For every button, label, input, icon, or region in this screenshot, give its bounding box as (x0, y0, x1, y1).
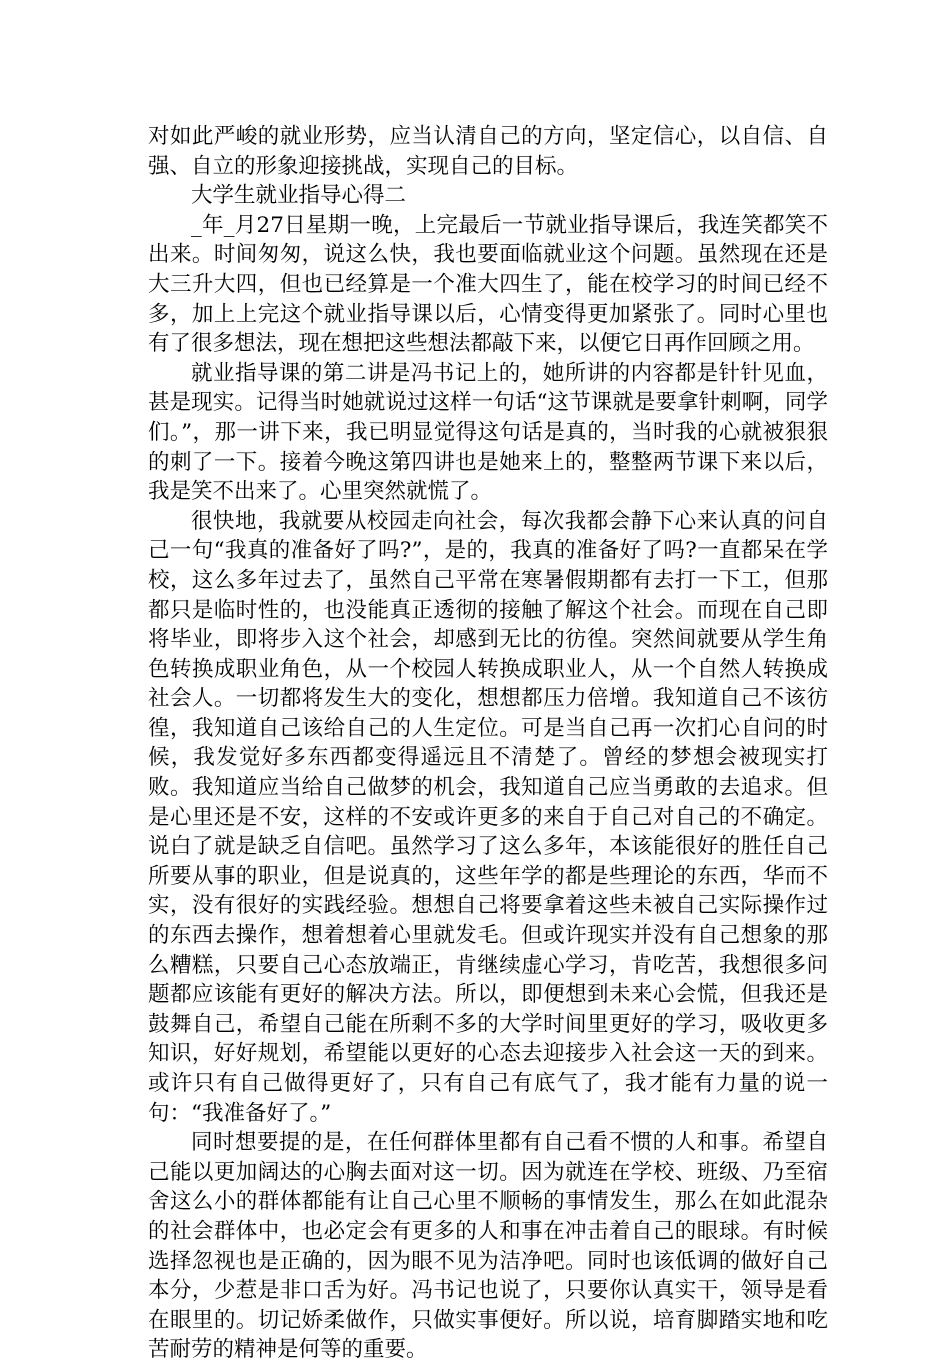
section-heading: 大学生就业指导心得二 (191, 183, 407, 209)
paragraph-continuation: 对如此严峻的就业形势，应当认清自己的方向，坚定信心，以自信、自强、自立的形象迎接挑战，实现自己的目标。 (148, 124, 828, 179)
document-body (148, 122, 828, 1365)
paragraph-transition-to-society: 很快地，我就要从校园走向社会，每次我都会静下心来认真的问自己一句“我真的准备好了吗?”，是的，我真的准备好了吗?一直都呆在学校，这么多年过去了，虽然自己平常在寒暑假期都有去打一下工，但那都只是临时性的，也没能真正透彻的接触了解这个社会。而现在自己即将毕业，即将步入这个社会，却感到无比的彷徨。突然间就要从学生角色转换成职业角色，从一个校园人转换成职业人，从一个自然人转换成社会人。一切都将发生大的变化，想想都压力倍增。我知道自己不该彷徨，我知道自己该给自己的人生定位。可是当自己再一次扪心自问的时候，我发觉好多东西都变得遥远且不清楚了。曾经的梦想会被现实打败。我知道应当给自己做梦的机会，我知道自己应当勇敢的去追求。但是心里还是不安，这样的不安或许更多的来自于自己对自己的不确定。说白了就是缺乏自信吧。虽然学习了这么多年，本该能很好的胜任自己所要从事的职业，但是说真的，这些年学的都是些理论的东西，华而不实，没有很好的实践经验。想想自己将要拿着这些未被自己实际操作过的东西去操作，想着想着心里就发毛。但或许现实并没有自己想象的那么糟糕，只要自己心态放端正，肯继续虚心学习，肯吃苦，我想很多问题都应该能有更好的解决方法。所以，即便想到未来心会慌，但我还是鼓舞自己，希望自己能在所剩不多的大学时间里更好的学习，吸收更多知识，好好规划，希望能以更好的心态去迎接步入社会这一天的到来。或许只有自己做得更好了，只有自己有底气了，我才能有力量的说一句：“我准备好了。” (148, 508, 828, 1126)
paragraph-second-lecture: 就业指导课的第二讲是冯书记上的，她所讲的内容都是针针见血，甚是现实。记得当时她就说过这样一句话“这节课就是要拿针刺啊，同学们。”，那一讲下来，我已明显觉得这句话是真的，当时我的心就被狠狠的刺了一下。接着今晚这第四讲也是她来上的，整整两节课下来以后，我是笑不出来了。心里突然就慌了。 (148, 360, 828, 505)
paragraph-intro: _年_月27日星期一晚，上完最后一节就业指导课后，我连笑都笑不出来。时间匆匆，说这么快，我也要面临就业这个问题。虽然现在还是大三升大四，但也已经算是一个准大四生了，能在校学习的时间已经不多，加上上完这个就业指导课以后，心情变得更加紧张了。同时心里也有了很多想法，现在想把这些想法都敲下来，以便它日再作回顾之用。 (148, 212, 828, 357)
paragraph-group-relations: 同时想要提的是，在任何群体里都有自己看不惯的人和事。希望自己能以更加阔达的心胸去面对这一切。因为就连在学校、班级、乃至宿舍这么小的群体都能有让自己心里不顺畅的事情发生，那么在如此混杂的社会群体中，也必定会有更多的人和事在冲击着自己的眼球。有时候选择忽视也是正确的，因为眼不见为洁净吧。同时也该低调的做好自己本分，少惹是非口舌为好。冯书记也说了，只要你认真实干，领导是看在眼里的。切记娇柔做作，只做实事便好。所以说，培育脚踏实地和吃苦耐劳的精神是何等的重要。 (148, 1130, 828, 1363)
